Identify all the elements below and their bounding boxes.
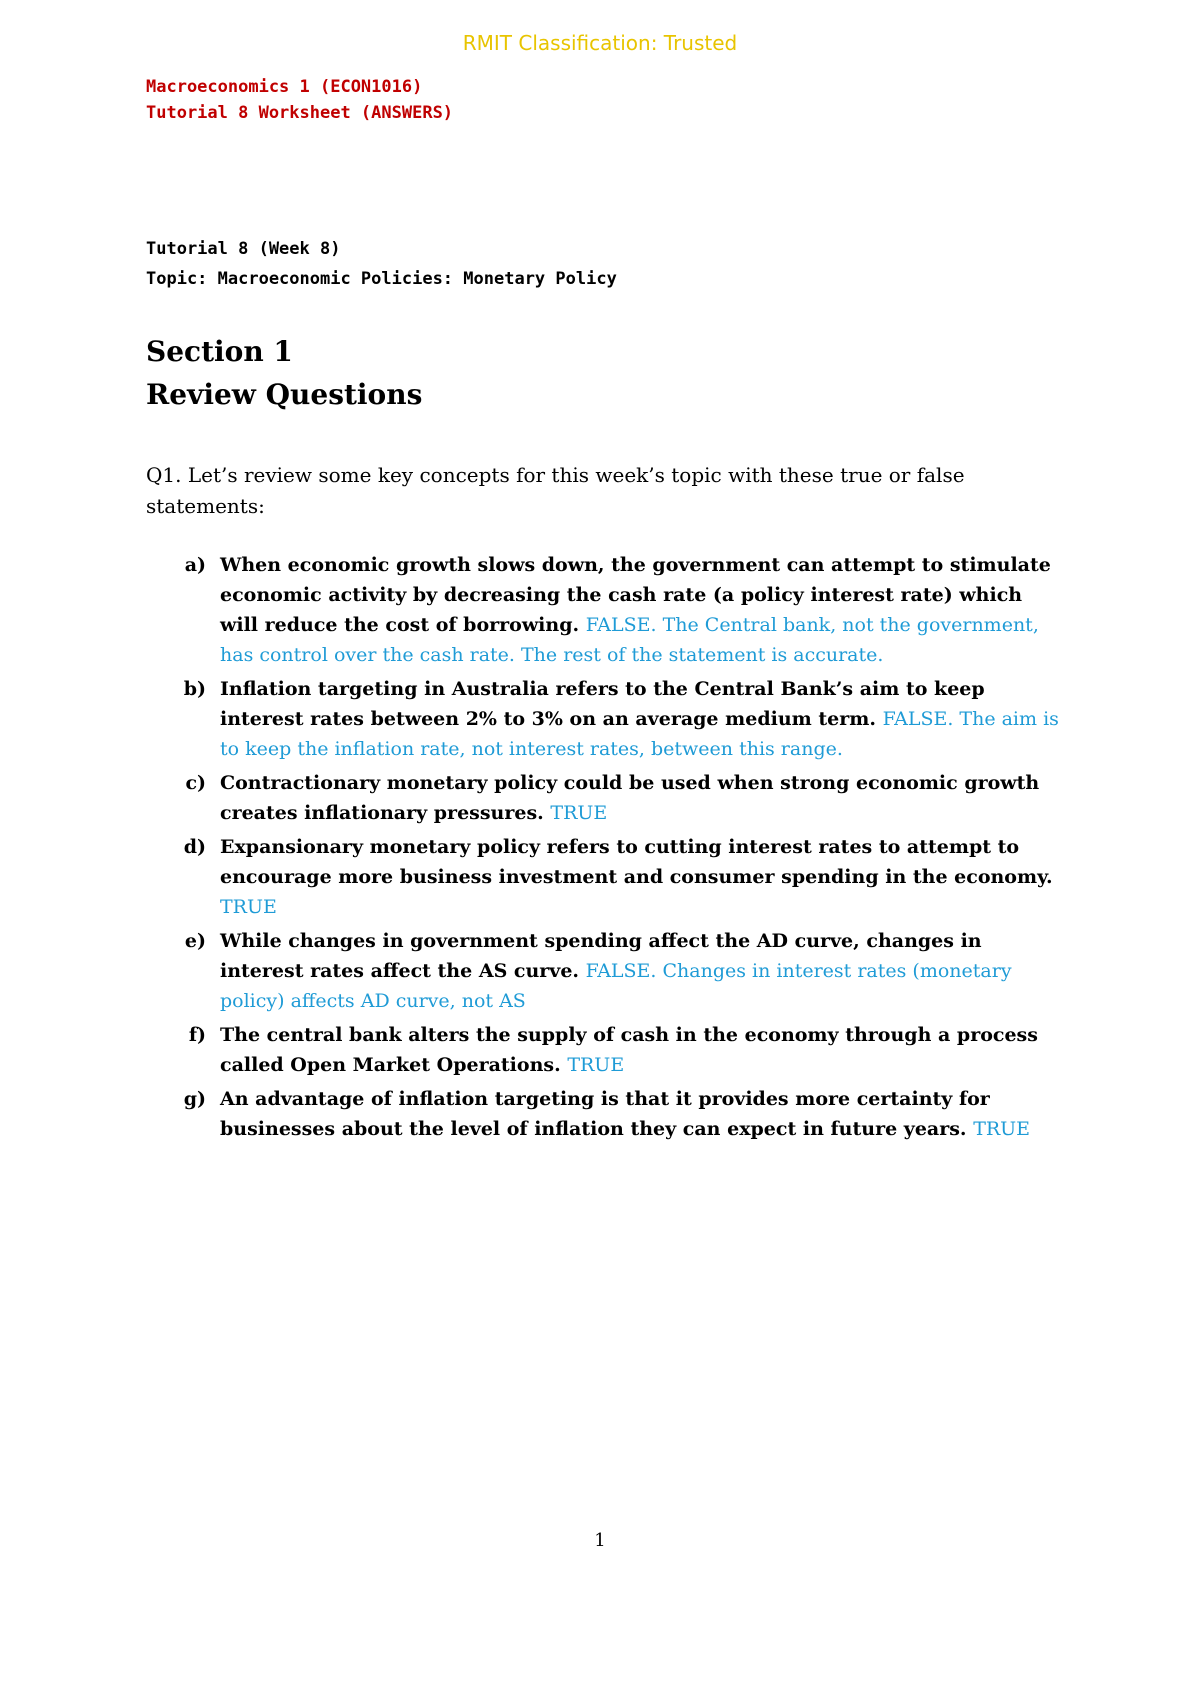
item-statement: While changes in government spending affect the AD curve, changes in interest rates affect the AS curve. — [220, 930, 982, 982]
item-content — [220, 550, 1066, 670]
list-item — [146, 1084, 1066, 1144]
item-answer: TRUE — [567, 1054, 625, 1076]
item-answer: TRUE — [550, 802, 608, 824]
item-statement: Contractionary monetary policy could be used when strong economic growth creates inflationary pressures. — [220, 772, 1040, 824]
item-marker: a) — [184, 554, 206, 576]
item-content — [220, 1084, 1066, 1144]
list-item — [146, 1020, 1066, 1080]
item-marker: d) — [183, 836, 206, 858]
list-item — [146, 550, 1066, 670]
item-content — [220, 832, 1066, 922]
course-header — [146, 74, 453, 126]
item-statement: An advantage of inflation targeting is that it provides more certainty for businesses about the level of inflation they can expect in future years. — [220, 1088, 990, 1140]
item-statement: Expansionary monetary policy refers to cutting interest rates to attempt to encourage more business investment and consumer spending in the economy. — [220, 836, 1053, 888]
list-item — [146, 926, 1066, 1016]
section-heading — [146, 330, 422, 416]
item-answer: FALSE. The Central bank, not the government, has control over the cash rate. The rest of the statement is accurate. — [220, 614, 1039, 666]
item-content — [220, 768, 1066, 828]
item-answer: FALSE. The aim is to keep the inflation rate, not interest rates, between this range. — [220, 708, 1059, 760]
item-marker: b) — [183, 678, 206, 700]
list-item — [146, 768, 1066, 828]
item-statement: The central bank alters the supply of cash in the economy through a process called Open Market Operations. — [220, 1024, 1038, 1076]
tutorial-meta — [146, 234, 617, 294]
item-answer: TRUE — [220, 896, 277, 918]
question-prompt: Q1. Let’s review some key concepts for this week’s topic with these true or false statements: — [146, 463, 965, 518]
item-statement: Inflation targeting in Australia refers to the Central Bank’s aim to keep interest rates between 2% to 3% on an average medium term. — [220, 678, 985, 730]
tutorial-week: Tutorial 8 (Week 8) — [146, 239, 341, 259]
item-content — [220, 1020, 1066, 1080]
section-subtitle: Review Questions — [146, 378, 423, 411]
true-false-list — [146, 550, 1066, 1148]
item-answer: FALSE. Changes in interest rates (monetary policy) affects AD curve, not AS — [220, 960, 1012, 1012]
item-answer: TRUE — [973, 1118, 1031, 1140]
course-title: Macroeconomics 1 (ECON1016) — [146, 77, 423, 97]
item-marker: e) — [184, 930, 206, 952]
item-content — [220, 926, 1066, 1016]
classification-label: RMIT Classification: Trusted — [462, 31, 738, 55]
section-title: Section 1 — [146, 335, 293, 368]
list-item — [146, 674, 1066, 764]
item-marker: c) — [185, 772, 206, 794]
item-statement: When economic growth slows down, the government can attempt to stimulate economic activity by decreasing the cash rate (a policy interest rate) which will reduce the cost of borrowing. — [220, 554, 1051, 636]
list-item — [146, 832, 1066, 922]
topic-line: Topic: Macroeconomic Policies: Monetary Policy — [146, 269, 617, 289]
worksheet-title: Tutorial 8 Worksheet (ANSWERS) — [146, 103, 454, 123]
page-number: 1 — [594, 1530, 606, 1551]
item-marker: f) — [188, 1024, 206, 1046]
item-content — [220, 674, 1066, 764]
item-marker: g) — [183, 1088, 206, 1110]
